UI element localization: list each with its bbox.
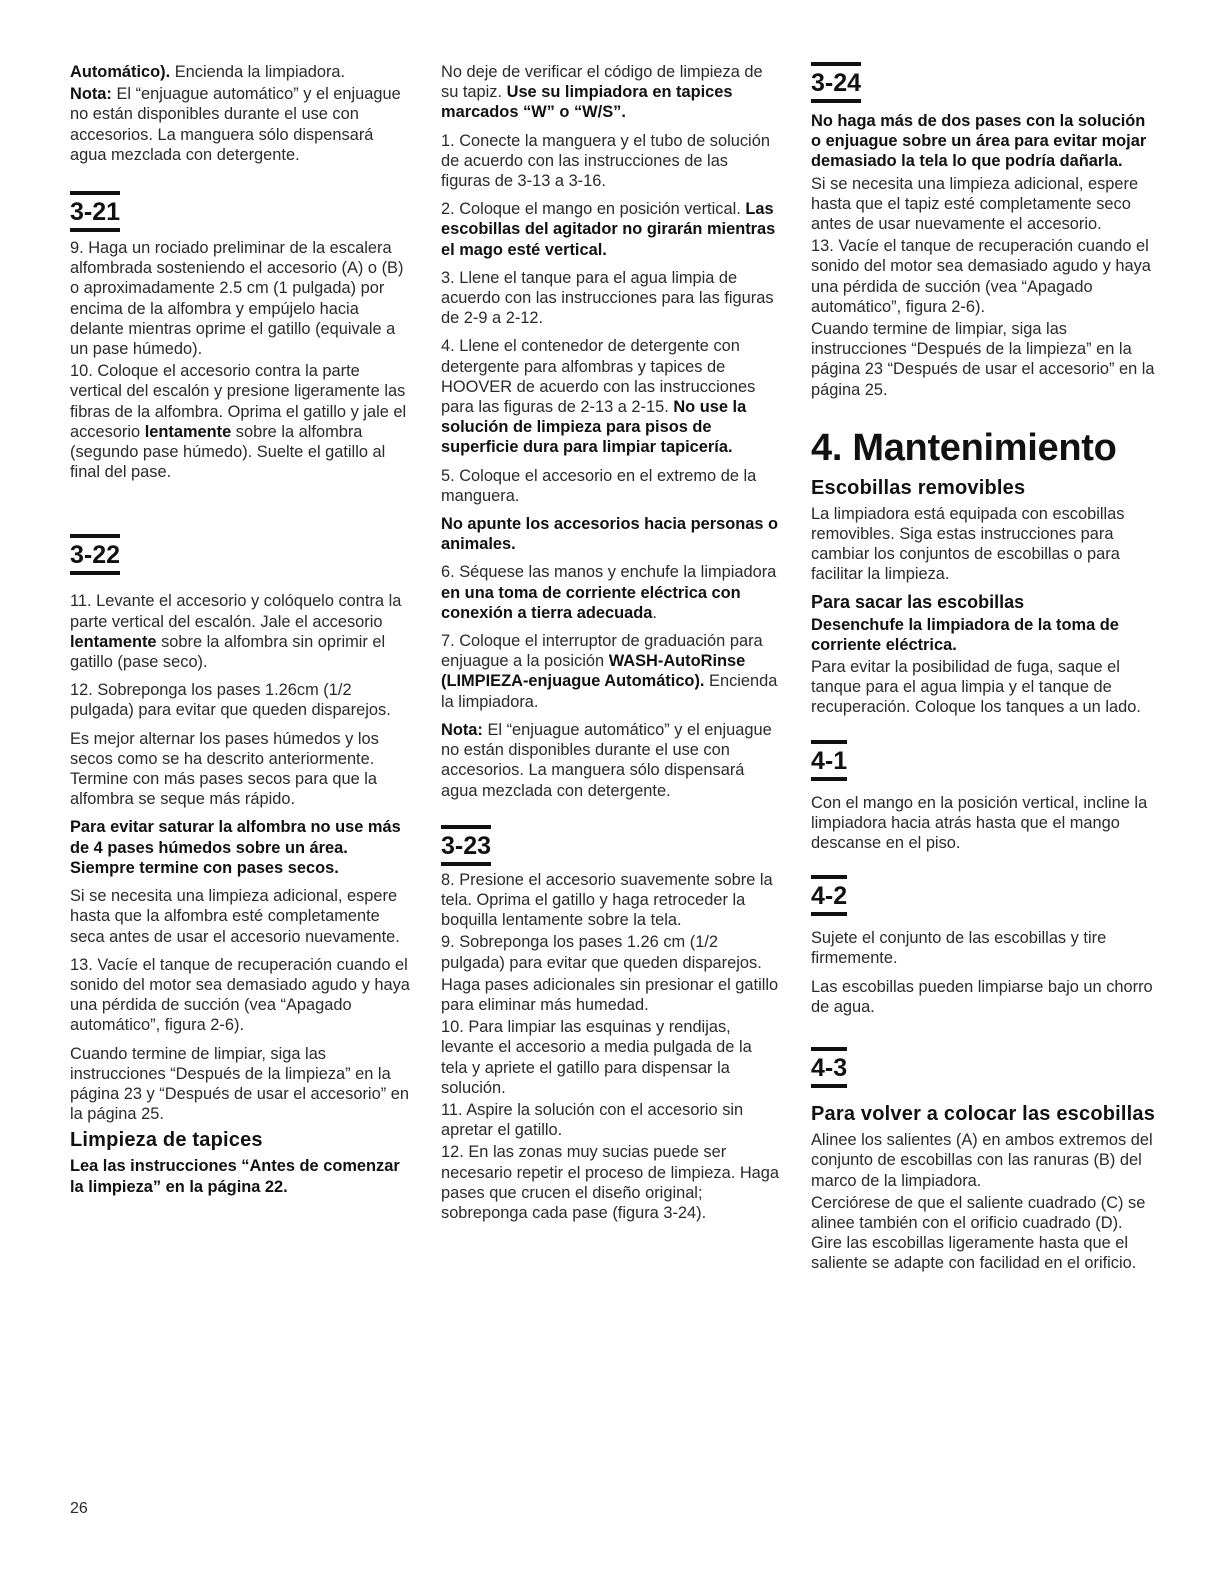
- brushes-intro-paragraph: La limpiadora está equipada con escobillas removibles. Siga estas instrucciones para cambiar los conjuntos de escobillas o para facilitar la limpieza.: [811, 504, 1125, 584]
- subheading-replace-brushes: Para volver a colocar las escobillas: [811, 1103, 1156, 1126]
- step-10: 10. Coloque el accesorio contra la parte vertical del escalón y presione ligeramente las fibras de la alfombra. Oprima el gatillo y jale el accesorio lentamente sobre la alfombra (segundo pase húmedo). Suelte el gatillo al final del pase.: [70, 362, 407, 482]
- when-done-paragraph: Cuando termine de limpiar, siga las instrucciones “Después de la limpieza” en la página 23 y “Después de usar el accesorio” en la página 25.: [70, 1044, 409, 1124]
- unplug-instruction: Desenchufe la limpiadora de la toma de corriente eléctrica.: [811, 615, 1119, 654]
- fabric-code-paragraph: No deje de verificar el código de limpieza de su tapiz. Use su limpiadora en tapices marcados “W” o “W/S”.: [441, 63, 763, 122]
- column-left: [70, 62, 410, 1205]
- read-instructions-note: Lea las instrucciones “Antes de comenzar la limpieza” en la página 22.: [70, 1157, 400, 1196]
- subheading-remove-brushes: Para sacar las escobillas: [811, 591, 1025, 612]
- when-done-paragraph: Cuando termine de limpiar, siga las instrucciones “Después de la limpieza” en la página 23 “Después de usar el accesorio” en la página 25.: [811, 320, 1155, 399]
- additional-cleaning-paragraph: Si se necesita una limpieza adicional, espere hasta que el tapiz esté completamente seco antes de usar nuevamente el accesorio.: [811, 174, 1139, 234]
- section-heading-upholstery: Limpieza de tapices: [70, 1129, 263, 1152]
- step-12: 12. En las zonas muy sucias puede ser necesario repetir el proceso de limpieza. Haga pases que crucen el diseño original; sobreponga cada pase (figura 3-24).: [441, 1143, 780, 1222]
- note-paragraph: Nota: El “enjuague automático” y el enjuague no están disponibles durante el use con accesorios. La manguera sólo dispensará agua mezclada con detergente.: [70, 85, 401, 164]
- remove-tanks-paragraph: Para evitar la posibilidad de fuga, saque el tanque para el agua limpia y el tanque de recuperación. Coloque los tanques a un lado.: [811, 658, 1141, 717]
- column-middle: [441, 62, 781, 1231]
- note-paragraph: Nota: El “enjuague automático” y el enjuague no están disponibles durante el use con accesorios. La manguera sólo dispensará agua mezclada con detergente.: [441, 720, 772, 800]
- step-8: 8. Presione el accesorio suavemente sobre la tela. Oprima el gatillo y haga retroceder la boquilla lentamente sobre la tela.: [441, 870, 773, 930]
- figure-label-3-21: 3-21: [70, 191, 120, 232]
- figure-label-3-22: 3-22: [70, 534, 120, 575]
- step-3: 3. Llene el tanque para el agua limpia de acuerdo con las instrucciones para las figuras de 2-9 a 2-12.: [441, 268, 774, 328]
- passes-warning: No haga más de dos pases con la solución o enjuague sobre un área para evitar mojar demasiado la tela lo que podría dañarla.: [811, 112, 1147, 171]
- step-5: 5. Coloque el accesorio en el extremo de la manguera.: [441, 466, 757, 505]
- saturation-warning: Para evitar saturar la alfombra no use más de 4 pases húmedos sobre un área. Siempre termine con pases secos.: [70, 818, 401, 877]
- step-13: 13. Vacíe el tanque de recuperación cuando el sonido del motor sea demasiado agudo y haya una pérdida de succión (vea “Apagado automático”, figura 2-6).: [70, 955, 410, 1035]
- section-heading-removable-brushes: Escobillas removibles: [811, 476, 1026, 499]
- figure-label-4-3: 4-3: [811, 1047, 847, 1088]
- figure-4-2-text: Sujete el conjunto de las escobillas y tire firmemente.: [811, 929, 1107, 968]
- additional-passes-paragraph: Haga pases adicionales sin presionar el gatillo para eliminar más humedad.: [441, 975, 779, 1014]
- step-10: 10. Para limpiar las esquinas y rendijas, levante el accesorio a media pulgada de la tela y apriete el gatillo para dispensar la solución.: [441, 1018, 752, 1097]
- step-7: 7. Coloque el interruptor de graduación para enjuague a la posición WASH-AutoRinse (LIMPIEZA-enjuague Automático). Encienda la limpiadora.: [441, 632, 778, 711]
- figure-label-3-23: 3-23: [441, 825, 491, 866]
- square-tab-paragraph: Cerciórese de que el saliente cuadrado (C) se alinee también con el orificio cuadrado (D). Gire las escobillas ligeramente hasta que el saliente se adapte con facilidad en el orificio.: [811, 1193, 1146, 1273]
- figure-4-1-text: Con el mango en la posición vertical, incline la limpiadora hacia atrás hasta que el mango descanse en el piso.: [811, 793, 1148, 853]
- additional-cleaning-paragraph: Si se necesita una limpieza adicional, espere hasta que la alfombra esté completamente seca antes de usar el accesorio nuevamente.: [70, 887, 400, 946]
- rinse-brushes-paragraph: Las escobillas pueden limpiarse bajo un chorro de agua.: [811, 977, 1153, 1016]
- step-2: 2. Coloque el mango en posición vertical. Las escobillas del agitador no girarán mientras el mago esté vertical.: [441, 200, 776, 259]
- figure-label-4-2: 4-2: [811, 875, 847, 916]
- page-number: 26: [70, 1500, 88, 1517]
- section-title-maintenance: 4. Mantenimiento: [811, 426, 1117, 469]
- step-4: 4. Llene el contenedor de detergente con detergente para alfombras y tapices de HOOVER de acuerdo con las instrucciones para las figuras de 2-13 a 2-15. No use la solución de limpieza para pisos de superficie dura para limpiar tapicería.: [441, 337, 756, 457]
- step-1: 1. Conecte la manguera y el tubo de solución de acuerdo con las instrucciones de las figuras de 3-13 a 3-16.: [441, 131, 770, 191]
- figure-label-4-1: 4-1: [811, 740, 847, 781]
- step-12: 12. Sobreponga los pases 1.26cm (1/2 pulgada) para evitar que queden disparejos.: [70, 681, 391, 720]
- step-6: 6. Séquese las manos y enchufe la limpiadora en una toma de corriente eléctrica con conexión a tierra adecuada.: [441, 563, 777, 622]
- paragraph-auto-rinse-end: Automático). Encienda la limpiadora.: [70, 63, 346, 81]
- step-11: 11. Levante el accesorio y colóquelo contra la parte vertical del escalón. Jale el accesorio lentamente sobre la alfombra sin oprimir el gatillo (pase seco).: [70, 592, 402, 672]
- align-tabs-paragraph: Alinee los salientes (A) en ambos extremos del conjunto de escobillas con las ranuras (B) del marco de la limpiadora.: [811, 1131, 1153, 1190]
- alternate-passes-paragraph: Es mejor alternar los pases húmedos y los secos como se ha descrito anteriormente. Termine con más pases secos para que la alfombra se seque más rápido.: [70, 729, 379, 809]
- step-9: 9. Sobreponga los pases 1.26 cm (1/2 pulgada) para evitar que queden disparejos.: [441, 933, 762, 972]
- do-not-point-warning: No apunte los accesorios hacia personas o animales.: [441, 515, 779, 554]
- figure-label-3-24: 3-24: [811, 62, 861, 103]
- step-11: 11. Aspire la solución con el accesorio sin apretar el gatillo.: [441, 1100, 744, 1140]
- column-right: [811, 62, 1156, 1282]
- step-13: 13. Vacíe el tanque de recuperación cuando el sonido del motor sea demasiado agudo y haya una pérdida de succión (vea “Apagado automático”, figura 2-6).: [811, 237, 1151, 316]
- step-9: 9. Haga un rociado preliminar de la escalera alfombrada sosteniendo el accesorio (A) o (B) o aproximadamente 2.5 cm (1 pulgada) por encima de la alfombra y empújelo hacia delante mientras oprime el gatillo (equivale a un pase húmedo).: [70, 239, 404, 359]
